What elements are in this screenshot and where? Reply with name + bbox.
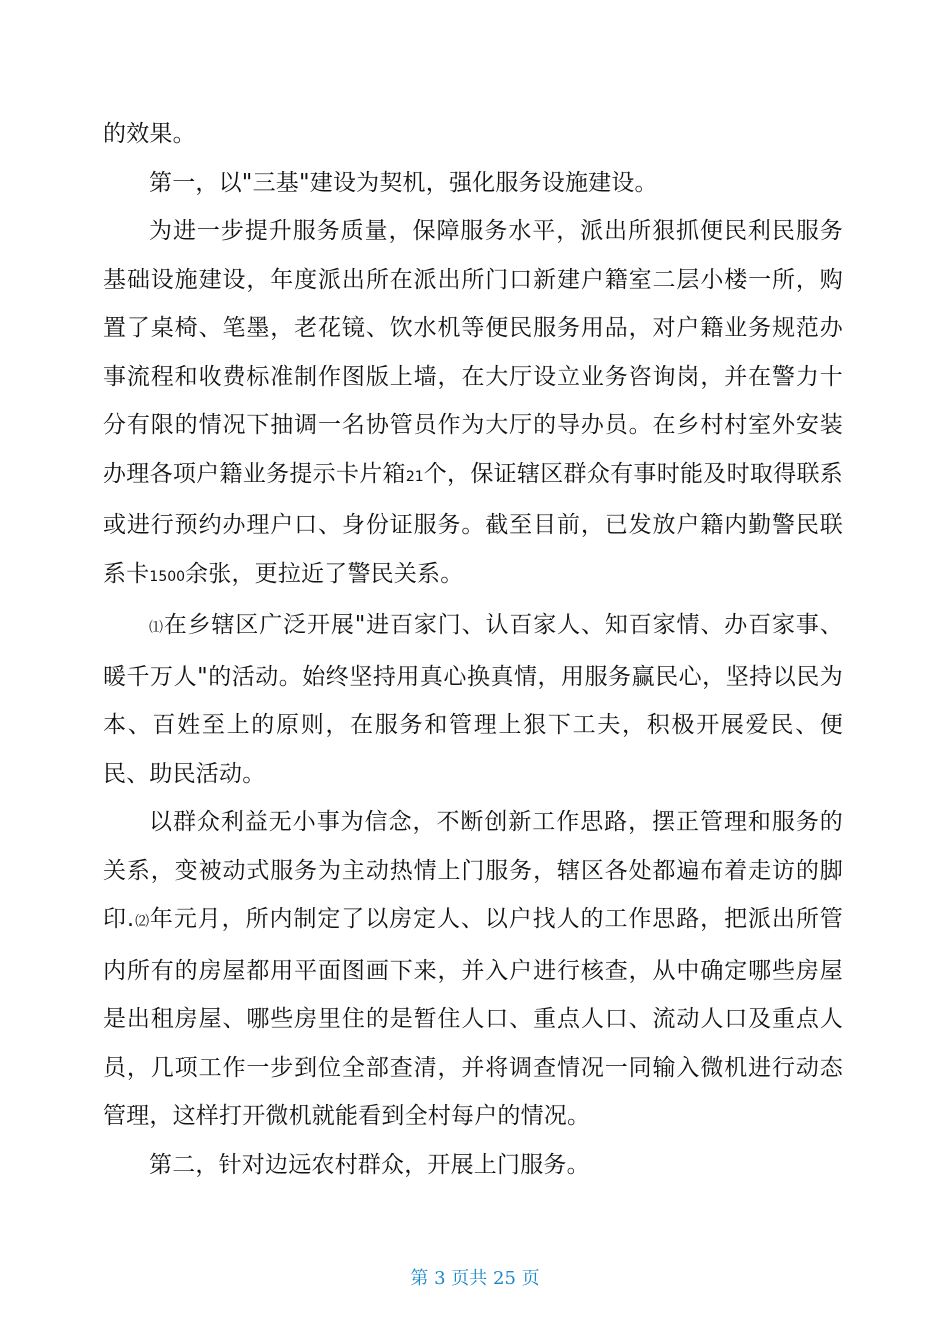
list-marker: ⑵ (134, 914, 150, 930)
number-value: 1500 (149, 568, 186, 585)
paragraph-text: 以群众利益无小事为信念，不断创新工作思路，摆正管理和服务的关系，变被动式服务为主动热情上门服务，辖区各处都遍布着走访的脚印. (103, 809, 843, 932)
paragraph-service-facilities (103, 207, 843, 601)
paragraph-continuation (103, 110, 843, 159)
paragraph-text: 第二，针对边远农村群众，开展上门服务。 (149, 1151, 590, 1178)
paragraph-text: 个，保证辖区群众有事时能及时取得联系或进行预约办理户口、身份证服务。截至目前，已发放户籍内勤警民联系卡 (103, 460, 843, 587)
page-number-label: 第 3 页共 25 页 (410, 1268, 540, 1289)
section-heading-second (103, 1141, 843, 1190)
paragraph-text: 第一，以"三基"建设为契机，强化服务设施建设。 (149, 169, 658, 196)
section-heading-first (103, 159, 843, 208)
page-footer (0, 1264, 950, 1290)
paragraph-text: 余张，更拉近了警民关系。 (185, 560, 464, 587)
paragraph-text: 在乡辖区广泛开展"进百家门、认百家人、知百家情、办百家事、暖千万人"的活动。始终坚持用真心换真情，用服务赢民心，坚持以民为本、百姓至上的原则，在服务和管理上狠下工夫，积极开展爱民、便民、助民活动。 (103, 612, 843, 787)
document-body (103, 110, 843, 1189)
paragraph-text: 年元月，所内制定了以房定人、以户找人的工作思路，把派出所管内所有的房屋都用平面图画下来，并入户进行核查，从中确定哪些房屋是出租房屋、哪些房里住的是暂住人口、重点人口、流动人口及重点人员，几项工作一步到位全部查清，并将调查情况一同输入微机进行动态管理，这样打开微机就能看到全村每户的情况。 (103, 906, 843, 1129)
paragraph-work-approach (103, 798, 843, 1141)
paragraph-text: 为进一步提升服务质量，保障服务水平，派出所狠抓便民利民服务基础设施建设，年度派出所在派出所门口新建户籍室二层小楼一所，购置了桌椅、笔墨，老花镜、饮水机等便民服务用品，对户籍业务规范办事流程和收费标准制作图版上墙，在大厅设立业务咨询岗，并在警力十分有限的情况下抽调一名协管员作为大厅的导办员。在乡村村室外安装办理各项户籍业务提示卡片箱 (103, 218, 843, 487)
list-marker: ⑴ (149, 620, 164, 636)
number-value: 21 (405, 468, 424, 485)
paragraph-activities (103, 601, 843, 798)
paragraph-text: 的效果。 (103, 121, 196, 147)
